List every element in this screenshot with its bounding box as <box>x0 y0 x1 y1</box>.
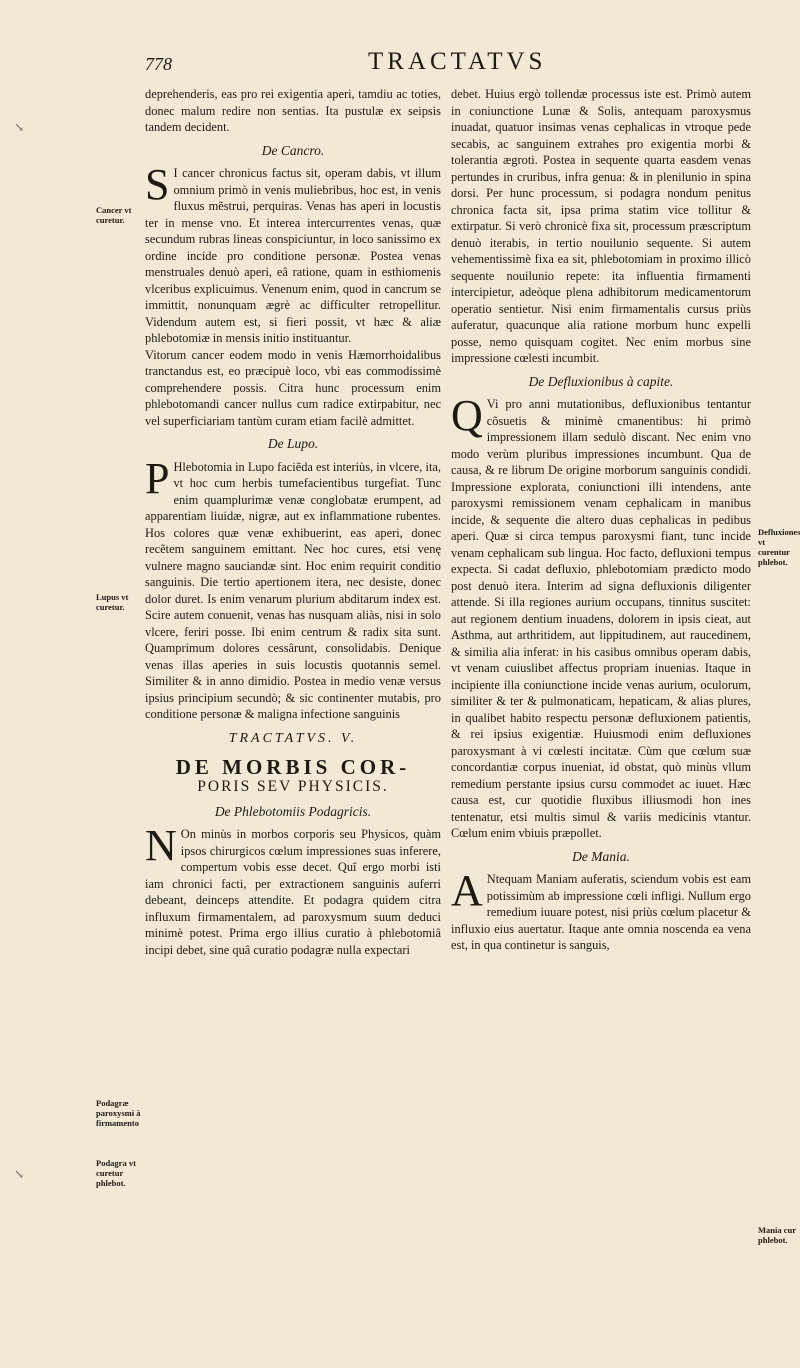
section-defluxio <box>451 374 751 842</box>
right-intro-paragraph: debet. Huius ergò tollendæ processus iste est. Primò autem in coniunctione Lunæ & Solis, antequam paroxysmus inuadat, quatuor insimas venas cephalicas in vtroque pede secabis, ac sanguinem extrahes pro exigentia morbi & tolerantia ægroti. Postea in sequente quarta easdem venas pertundes in cruribus, infra genua: & in plenilunio in spina dorsi. Per hunc processum, si podagra nondum penitus chronica facta sit, ipsa prima statim vice tollitur & extirpatur. Si verò chronicè fixa sit, processum præscriptum denuò iterabis, in tertio nouilunio sequente. Si autem vehementissimè fixa ea sit, phlebotomiam in proximo illicò sequente nouilunio repete: ita influentia firmamenti intercipietur, adeòque plena adhibitorum medicamentorum operatio sentietur. Nisi enim firmamentalis cursus priùs auferatur, quacunque alia ratione morbum hunc expelli posse, nemo quisquam cogitet. Nec enim morbus sine impressione cœlesti incumbit. <box>451 87 751 365</box>
page-number: 778 <box>145 54 172 74</box>
running-title: TRACTATVS <box>368 48 547 75</box>
section-heading-podagra: De Phlebotomiis Podagricis. <box>214 803 372 819</box>
right-column <box>451 86 751 954</box>
mania-text: Ntequam Maniam auferatis, sciendum vobis est eam potissimùm ab impressione cœli infligi. Nullum ergo remedium iuuare potest, nisi priùs cœlum placetur & influxio eius auertatur. Itaque ante omnia noscenda ea vena est, in qua continetur is sanguis, <box>451 872 751 952</box>
section-heading-defluxio: De Defluxionibus à capite. <box>528 373 674 389</box>
tractatus-label: TRACTATVS. V. <box>228 730 358 746</box>
treatise-subtitle: PORIS SEV PHYSICIS. <box>197 778 389 795</box>
section-mania <box>451 849 751 954</box>
margin-note-defluxio: Defluxiones vt curentur phlebot. <box>758 527 800 567</box>
dropcap-a: A <box>451 866 483 915</box>
left-intro-paragraph: deprehenderis, eas pro rei exigentia aperi, tamdiu ac toties, donec malum redire non sentias. Ita pustulæ ex seipsis tandem decident. <box>145 87 441 134</box>
margin-note-cancer: Cancer vt curetur. <box>96 205 132 225</box>
margin-note-mania: Mania cur phlebot. <box>758 1225 796 1245</box>
dropcap-q: Q <box>451 391 483 440</box>
section-heading-cancer: De Cancro. <box>261 142 325 158</box>
lupus-paragraph <box>145 453 441 723</box>
scan-mark: ↘ <box>14 1167 25 1181</box>
section-cancer <box>145 143 441 430</box>
section-heading-lupus: De Lupo. <box>267 436 319 451</box>
podagra-text: On minùs in morbos corporis seu Physicos, quàm ipsos chirurgicos cœlum impressiones suas inferere, compertum vobis esse decet. Quî ergo morbi isti iam chronici facti, per extractionem sanguinis auferri debeant, deinceps attendite. Et podagra quidem citra influxum firmamentalem, ad paroxysmum suum deduci minimè potest. Prima ergo illius curatio à phlebotomiâ incipi debet, sine quâ curatio podagræ nulla expectari <box>145 827 441 957</box>
margin-note-podagra-cure: Podagra vt curetur phlebot. <box>96 1158 136 1188</box>
defluxio-paragraph <box>451 391 751 842</box>
cancer-paragraph-2: Vitorum cancer eodem modo in venis Hæmorrhoidalibus tranctandus est, eo præcipuè loco, vbi eas commodissimè comprehendere possis. Citra hunc processum enim phlebotomandi cancer nullus cum radice extirpabitur, nec vel superficiariam tantùm curam etiam facilè admittet. <box>145 347 441 428</box>
defluxio-text: Vi pro anni mutationibus, defluxionibus tentantur cõsuetis & minimè cmanentibus: hi primò impressionem illam sedulò discant. Nec enim vno modo verùm pluribus impressiones incumbunt. Qua de causa, & re librum De origine morborum sanguinis condidi. Impressione explorata, coniunctioni illi intendens, ante paroxysmi remissionem venam cephalicam in manibus incide, & sequente die altero duas cephalicas in pedibus aperi. Quæ si circa tempus paroxysmi fiant, tunc incide venam cephalicam sub lingua. Hoc facto, defluxioni tempus expecta. Si cadat defluxio, phlebotomiam prædicto modo post denuò itera. Interim ad signa defluxionis diligenter attende. Si illa regiones aurium occupans, tinnitus suscitet: aut regionem dentium inuadens, dolorem in ipsis cieat, aut Asthma, aut arthritidem, aut lippitudinem, aut raucedinem, & similia alia inferat: in his casibus omnibus operam dabis, vt venam cuiuslibet affectus propriam inuenias. Itaque in incipiente illa coniunctione incide venas aurium, oculorum, similiter & ter & pulmonaticam, hepaticam, & alias plures, in qualibet habito respectu personæ defluxionem patientis, & rei ipsius exigentiæ. Huiusmodi enim defluxiones paroxysmant à vi cœlesti incitatæ. Cùm que cœlum suæ concordantiæ corpus inueniat, id obstat, quò minùs vllum remedium perstante ipsius cursu commodet ac iuuet. Hæc causa est, cur quotidie fluxibus illiusmodi hon ines tentenatur, etsi multis simul & variis medicinis vtantur. Cœlum enim vbiuis præpollet. <box>451 397 751 840</box>
section-lupus <box>145 436 441 723</box>
lupus-text: Hlebotomia in Lupo faciẽda est interiùs, in vlcere, ita, vt hoc cum herbis tumefacientibus turgefiat. Tunc enim quamplurimæ venæ conglobatæ erumpent, ad apparentiam liuidæ, nigræ, aut ex inflammatione rubentes. Hos colores quæ venæ exhibuerint, eas aperi, donec recẽtem sanguinem emittant. Nec hoc cures, etsi venę vulnere magno sauciandæ sint. Hoc enim requirit conditio sanguinis. Die tertio apertionem itera, nec desiste, donec dolor duret. Is enim venarum plurium abditarum index est. Scire autem conuenit, venas has nusquam aliàs, nisi in solo vlcere, feriri posse. Ibi enim centrum & radix sita sunt. Quamprimum dolores cessârunt, consolidabis. Denique venas illas aperies in suis locustis quotannis semel. Similiter & in anno dimidio. Postea in medio venæ versus ipsius principium secundò; & sic continenter mutabis, pro conditione personæ & maligna infectione sanguinis <box>145 459 441 721</box>
margin-note-lupus: Lupus vt curetur. <box>96 592 129 612</box>
dropcap-n: N <box>145 821 177 870</box>
dropcap-p: P <box>145 453 170 503</box>
running-head <box>0 44 800 84</box>
margin-note-podagra-paroxysm: Podagræ paroxysmi à firmamento <box>96 1098 141 1128</box>
cancer-text-1: I cancer chronicus factus sit, operam dabis, vt illum omnium primò in venis muliebribus, hoc est, in venis fluxus mẽstrui, perquiras. Venas has aperi in locustis ter in mense vno. Et interea intercurrentes venas, quæ secundum rubras lineas conspiciuntur, in loco sanissimo ex ordine incide pro conditione personæ. Postea venas menstruales denuò aperi, eâ ratione, quam in esthiomenis vlceribus explicuimus. Venenum enim, quod in cancrum se immittit, nonunquam ægrè ac difficulter retropellitur. Videndum autem est, si fieri possit, vt hæc & aliæ phlebotomiæ in mensis initio instituantur. <box>145 166 441 345</box>
podagra-paragraph <box>145 821 441 958</box>
section-heading-mania: De Mania. <box>572 848 630 864</box>
scan-mark: ↘ <box>14 120 25 134</box>
section-podagra <box>145 804 441 959</box>
mania-paragraph <box>451 866 751 954</box>
left-column <box>145 86 441 958</box>
dropcap-s: S <box>145 160 170 209</box>
cancer-paragraph-1 <box>145 160 441 347</box>
treatise-title: DE MORBIS COR- <box>175 755 411 779</box>
